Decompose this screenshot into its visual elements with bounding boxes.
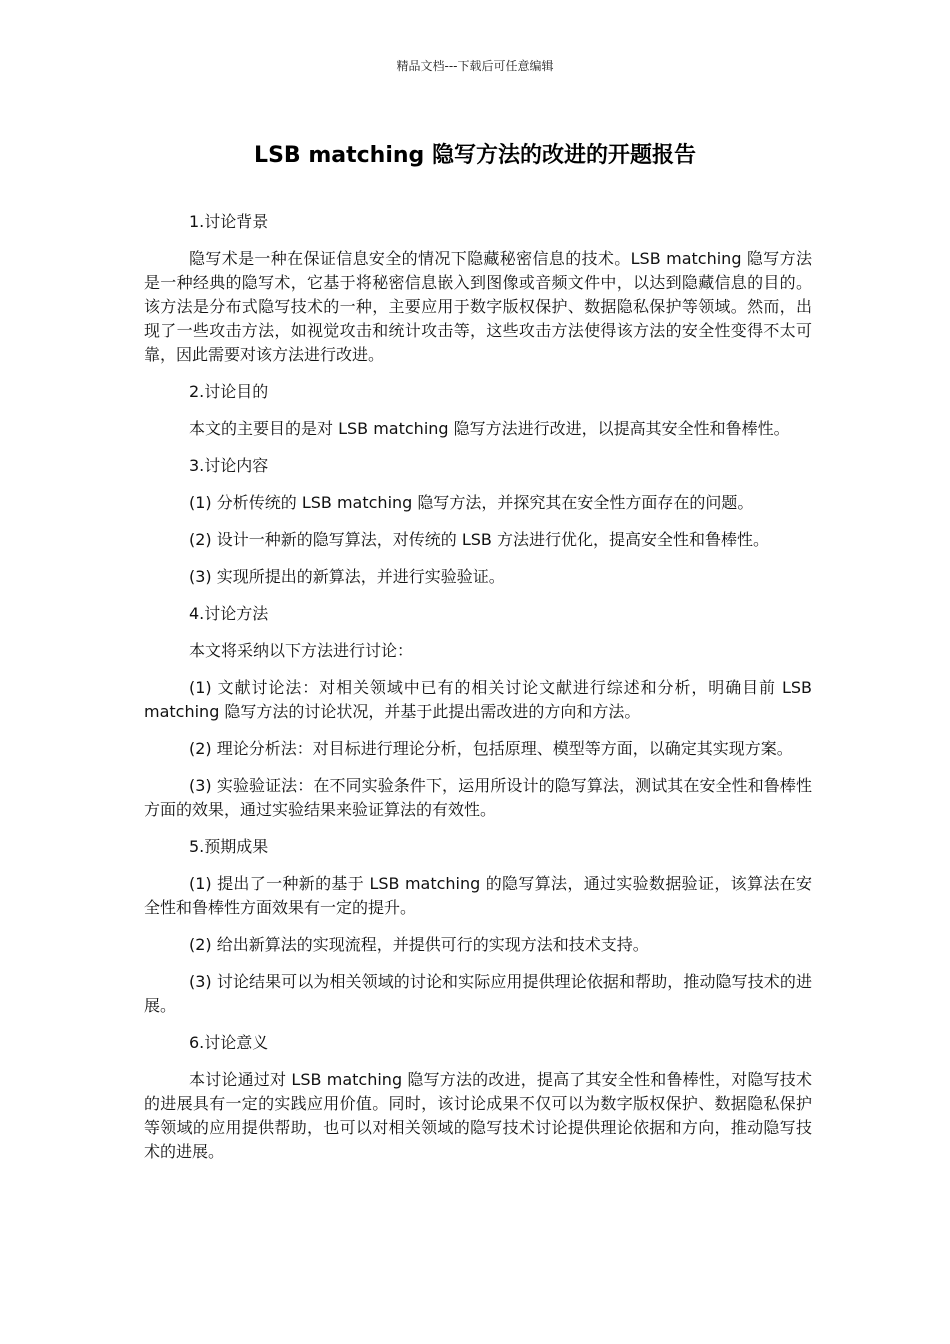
list-item-content-2: (2) 设计一种新的隐写算法，对传统的 LSB 方法进行优化，提高安全性和鲁棒性。 (189, 530, 769, 549)
document-title: LSB matching 隐写方法的改进的开题报告 (254, 143, 696, 168)
list-item-content-1: (1) 分析传统的 LSB matching 隐写方法，并探究其在安全性方面存在的问题。 (189, 493, 754, 512)
list-item-method-2: (2) 理论分析法：对目标进行理论分析，包括原理、模型等方面，以确定其实现方案。 (189, 739, 793, 758)
list-item-content-3: (3) 实现所提出的新算法，并进行实验验证。 (189, 567, 505, 586)
paragraph-purpose: 本文的主要目的是对 LSB matching 隐写方法进行改进，以提高其安全性和鲁棒性。 (189, 419, 790, 438)
paragraph-significance: 本讨论通过对 LSB matching 隐写方法的改进，提高了其安全性和鲁棒性，对隐写技术的进展具有一定的实践应用价值。同时，该讨论成果不仅可以为数字版权保护、数据隐私保护等领域的应用提供帮助，也可以对相关领域的隐写技术讨论提供理论依据和方向，推动隐写技术的进展。 (144, 1070, 812, 1161)
section-heading-significance: 6.讨论意义 (189, 1033, 269, 1052)
section-heading-content: 3.讨论内容 (189, 456, 269, 475)
list-item-outcome-3: (3) 讨论结果可以为相关领域的讨论和实际应用提供理论依据和帮助，推动隐写技术的进展。 (144, 972, 812, 1015)
list-item-outcome-2: (2) 给出新算法的实现流程，并提供可行的实现方法和技术支持。 (189, 935, 649, 954)
document-body (144, 210, 812, 1177)
list-item-method-1: (1) 文献讨论法：对相关领域中已有的相关讨论文献进行综述和分析，明确目前 LSB matching 隐写方法的讨论状况，并基于此提出需改进的方向和方法。 (144, 678, 812, 721)
section-heading-background: 1.讨论背景 (189, 212, 269, 231)
paragraph-methods-intro: 本文将采纳以下方法进行讨论： (189, 641, 414, 660)
section-heading-methods: 4.讨论方法 (189, 604, 269, 623)
section-heading-outcomes: 5.预期成果 (189, 837, 269, 856)
list-item-outcome-1: (1) 提出了一种新的基于 LSB matching 的隐写算法，通过实验数据验证，该算法在安全性和鲁棒性方面效果有一定的提升。 (144, 874, 812, 917)
section-heading-purpose: 2.讨论目的 (189, 382, 269, 401)
list-item-method-3: (3) 实验验证法：在不同实验条件下，运用所设计的隐写算法，测试其在安全性和鲁棒性方面的效果，通过实验结果来验证算法的有效性。 (144, 776, 812, 819)
paragraph-background: 隐写术是一种在保证信息安全的情况下隐藏秘密信息的技术。LSB matching 隐写方法是一种经典的隐写术，它基于将秘密信息嵌入到图像或音频文件中，以达到隐藏信息的目的。该方法是分布式隐写技术的一种，主要应用于数字版权保护、数据隐私保护等领域。然而，出现了一些攻击方法，如视觉攻击和统计攻击等，这些攻击方法使得该方法的安全性变得不太可靠，因此需要对该方法进行改进。 (144, 249, 812, 364)
header-note: 精品文档---下载后可任意编辑 (396, 59, 554, 73)
